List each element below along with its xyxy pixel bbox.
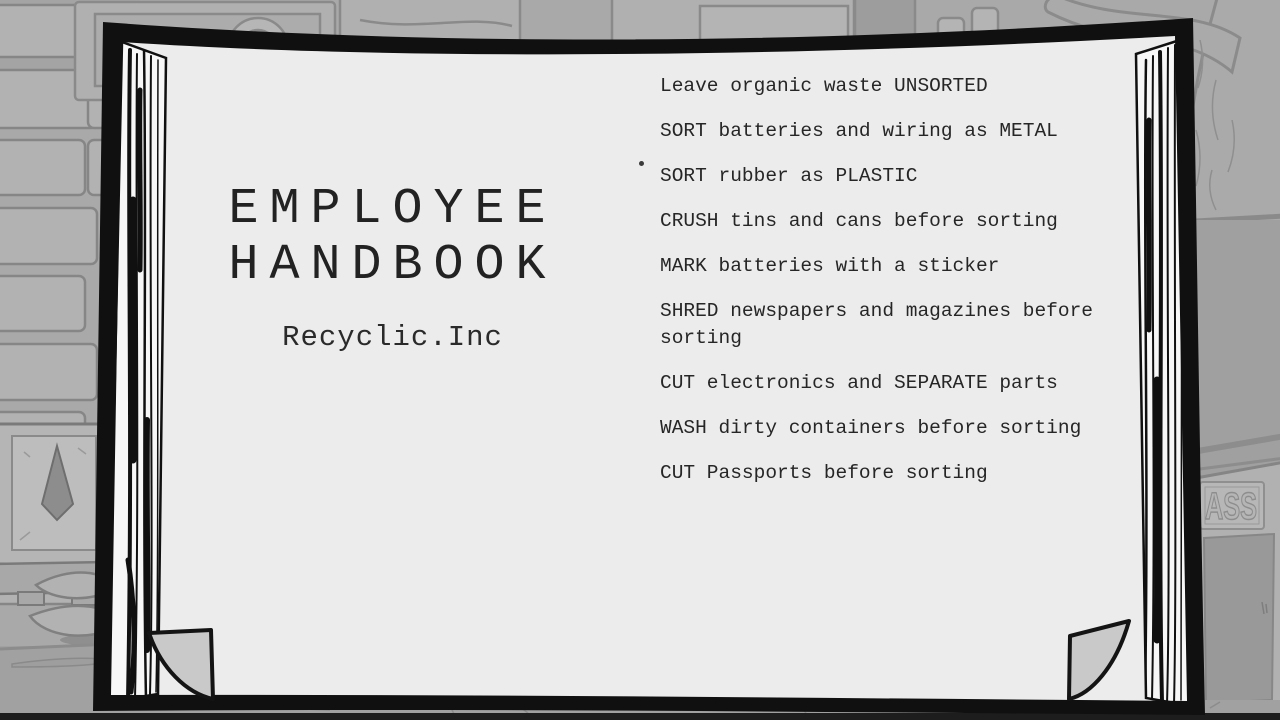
handbook-title-line2: HANDBOOK — [228, 237, 557, 294]
rule-item: CUT Passports before sorting — [660, 462, 988, 484]
rule-item: SORT rubber as PLASTIC — [660, 165, 918, 187]
rule-item: CRUSH tins and cans before sorting — [660, 210, 1058, 232]
rule-item: MARK batteries with a sticker — [660, 255, 1000, 277]
rule-item: Leave organic waste UNSORTED — [660, 75, 988, 97]
rules-list — [660, 73, 1100, 505]
bin-sign-label: ASS — [1205, 486, 1257, 528]
handbook-subtitle: Recyclic.Inc — [282, 321, 503, 354]
handbook-title-line1: EMPLOYEE — [228, 181, 557, 238]
rule-item: CUT electronics and SEPARATE parts — [660, 372, 1058, 394]
handbook-title-block — [160, 182, 625, 355]
rule-item: SORT batteries and wiring as METAL — [660, 120, 1058, 142]
rule-item: SHRED newspapers and magazines before sorting — [660, 300, 1093, 349]
cursor-dot — [639, 161, 644, 166]
rule-item: WASH dirty containers before sorting — [660, 417, 1082, 439]
